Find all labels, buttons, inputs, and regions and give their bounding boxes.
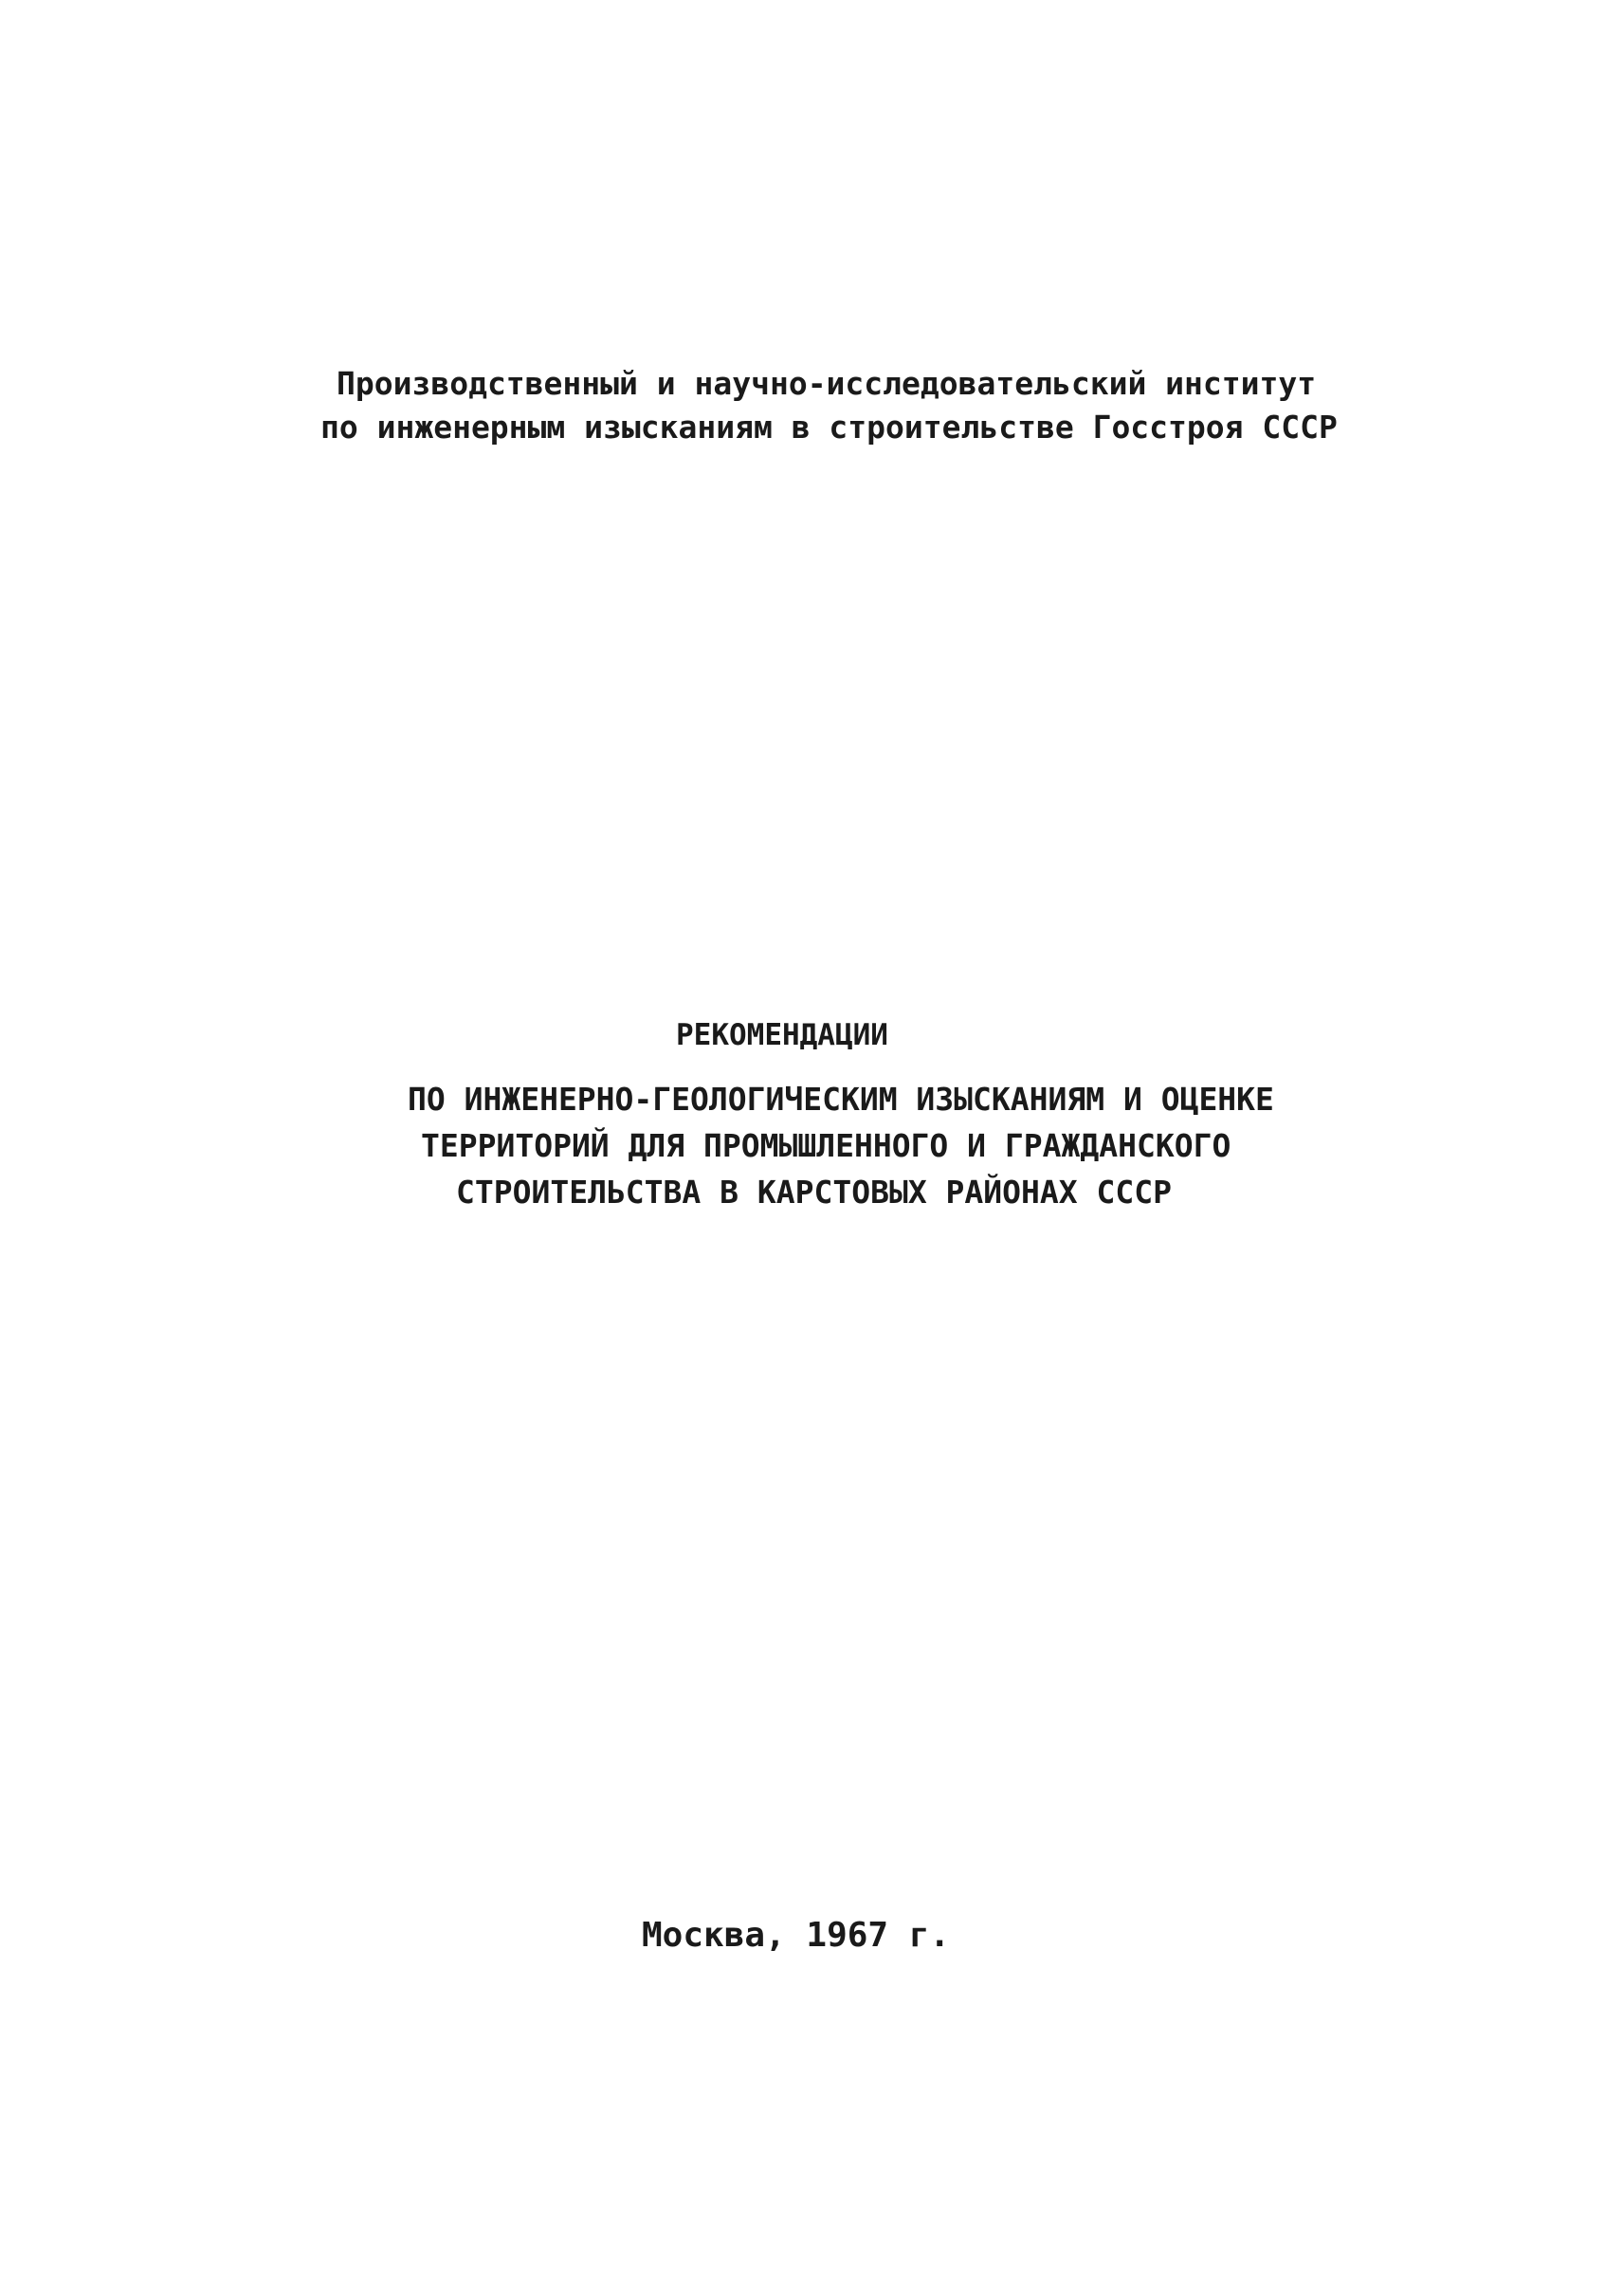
institute-name-line-1: Производственный и научно-исследовательский институт bbox=[337, 365, 1317, 402]
document-title-line-3: СТРОИТЕЛЬСТВА В КАРСТОВЫХ РАЙОНАХ СССР bbox=[456, 1174, 1172, 1211]
document-type: РЕКОМЕНДАЦИИ bbox=[676, 1018, 888, 1052]
document-title-line-1: ПО ИНЖЕНЕРНО-ГЕОЛОГИЧЕСКИМ ИЗЫСКАНИЯМ И ОЦЕНКЕ bbox=[408, 1081, 1274, 1118]
imprint-place-year: Москва, 1967 г. bbox=[642, 1916, 951, 1955]
document-title-line-2: ТЕРРИТОРИЙ ДЛЯ ПРОМЫШЛЕННОГО И ГРАЖДАНСКОГО bbox=[421, 1127, 1231, 1164]
institute-name-line-2: по инженерным изысканиям в строительстве Госстроя СССР bbox=[320, 409, 1338, 446]
